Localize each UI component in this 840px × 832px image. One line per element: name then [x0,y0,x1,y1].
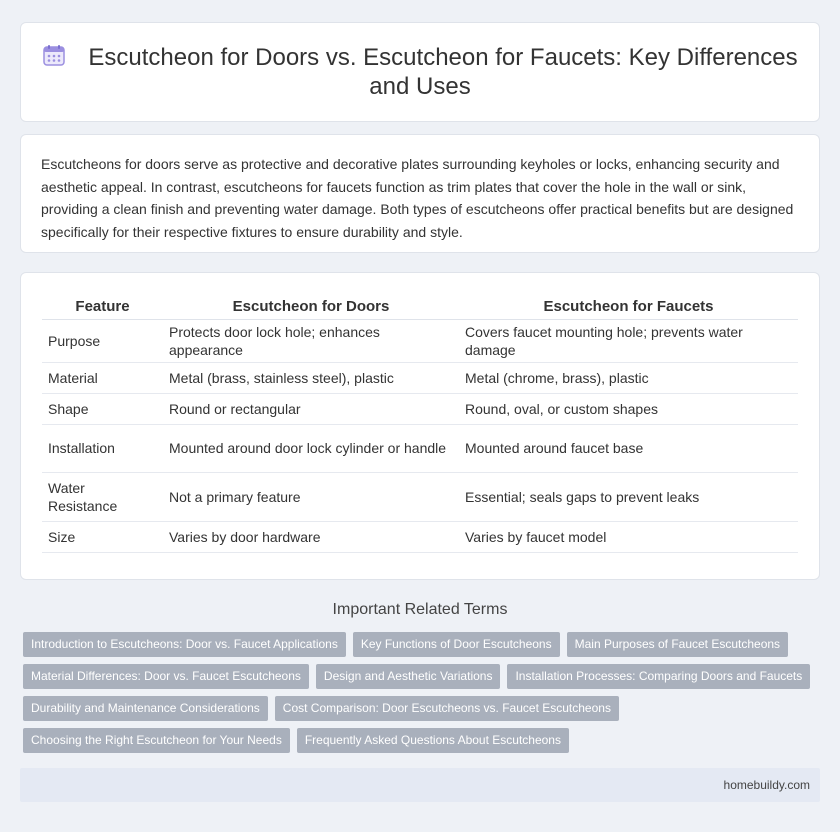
header-faucets: Escutcheon for Faucets [459,295,798,319]
table-row [42,521,798,552]
table-cell-feature: Material [42,362,163,393]
footer-site-name: homebuildy.com [723,778,810,792]
related-tag[interactable]: Durability and Maintenance Considerations [23,696,268,721]
table-cell-faucets: Essential; seals gaps to prevent leaks [459,472,798,521]
table-header-row [42,295,798,319]
footer [20,768,820,802]
related-tag[interactable]: Frequently Asked Questions About Escutcheons [297,728,569,753]
related-tag[interactable]: Design and Aesthetic Variations [316,664,501,689]
tag-row [23,664,823,689]
title-wrap [21,43,819,101]
table-cell-faucets: Covers faucet mounting hole; prevents water damage [459,319,798,362]
table-cell-feature: Size [42,521,163,552]
intro-card [20,134,820,253]
intro-paragraph: Escutcheons for doors serve as protective and decorative plates surrounding keyholes or locks, enhancing security and aesthetic appeal. In contrast, escutcheons for faucets function as trim plates that cover the hole in the wall or sink, providing a clean finish and preventing water damage. Both types of escutcheons offer practical benefits but are designed specifically for their respective fixtures to ensure durability and style. [41,156,794,240]
table-row [42,362,798,393]
table-cell-feature: Shape [42,393,163,424]
table-row [42,393,798,424]
related-tag[interactable]: Key Functions of Door Escutcheons [353,632,560,657]
header-feature: Feature [42,295,163,319]
comparison-table [42,295,798,553]
tag-row [23,728,823,753]
table-cell-feature: Water Resistance [42,472,163,521]
table-cell-faucets: Varies by faucet model [459,521,798,552]
tag-row [23,632,823,657]
comparison-card [20,272,820,580]
header-card [20,22,820,122]
tag-row [23,696,823,721]
table-cell-doors: Round or rectangular [163,393,459,424]
table-cell-doors: Metal (brass, stainless steel), plastic [163,362,459,393]
table-cell-doors: Mounted around door lock cylinder or handle [163,424,459,472]
table-cell-doors: Not a primary feature [163,472,459,521]
related-terms-tags [23,632,823,760]
related-tag[interactable]: Main Purposes of Faucet Escutcheons [567,632,788,657]
related-tag[interactable]: Introduction to Escutcheons: Door vs. Faucet Applications [23,632,346,657]
table-cell-faucets: Mounted around faucet base [459,424,798,472]
table-cell-faucets: Round, oval, or custom shapes [459,393,798,424]
related-terms-heading: Important Related Terms [332,601,508,618]
page-title [41,43,799,101]
table-row [42,319,798,362]
table-cell-doors: Varies by door hardware [163,521,459,552]
table-cell-feature: Installation [42,424,163,472]
table-cell-feature: Purpose [42,319,163,362]
page-title-text: Escutcheon for Doors vs. Escutcheon for Faucets: Key Differences and Uses [88,44,798,100]
related-tag[interactable]: Choosing the Right Escutcheon for Your Needs [23,728,290,753]
table-cell-doors: Protects door lock hole; enhances appearance [163,319,459,362]
related-tag[interactable]: Material Differences: Door vs. Faucet Escutcheons [23,664,309,689]
related-tag[interactable]: Installation Processes: Comparing Doors and Faucets [507,664,810,689]
calendar-icon [42,43,66,67]
table-row [42,424,798,472]
header-doors: Escutcheon for Doors [163,295,459,319]
table-row [42,472,798,521]
related-tag[interactable]: Cost Comparison: Door Escutcheons vs. Faucet Escutcheons [275,696,619,721]
table-cell-faucets: Metal (chrome, brass), plastic [459,362,798,393]
